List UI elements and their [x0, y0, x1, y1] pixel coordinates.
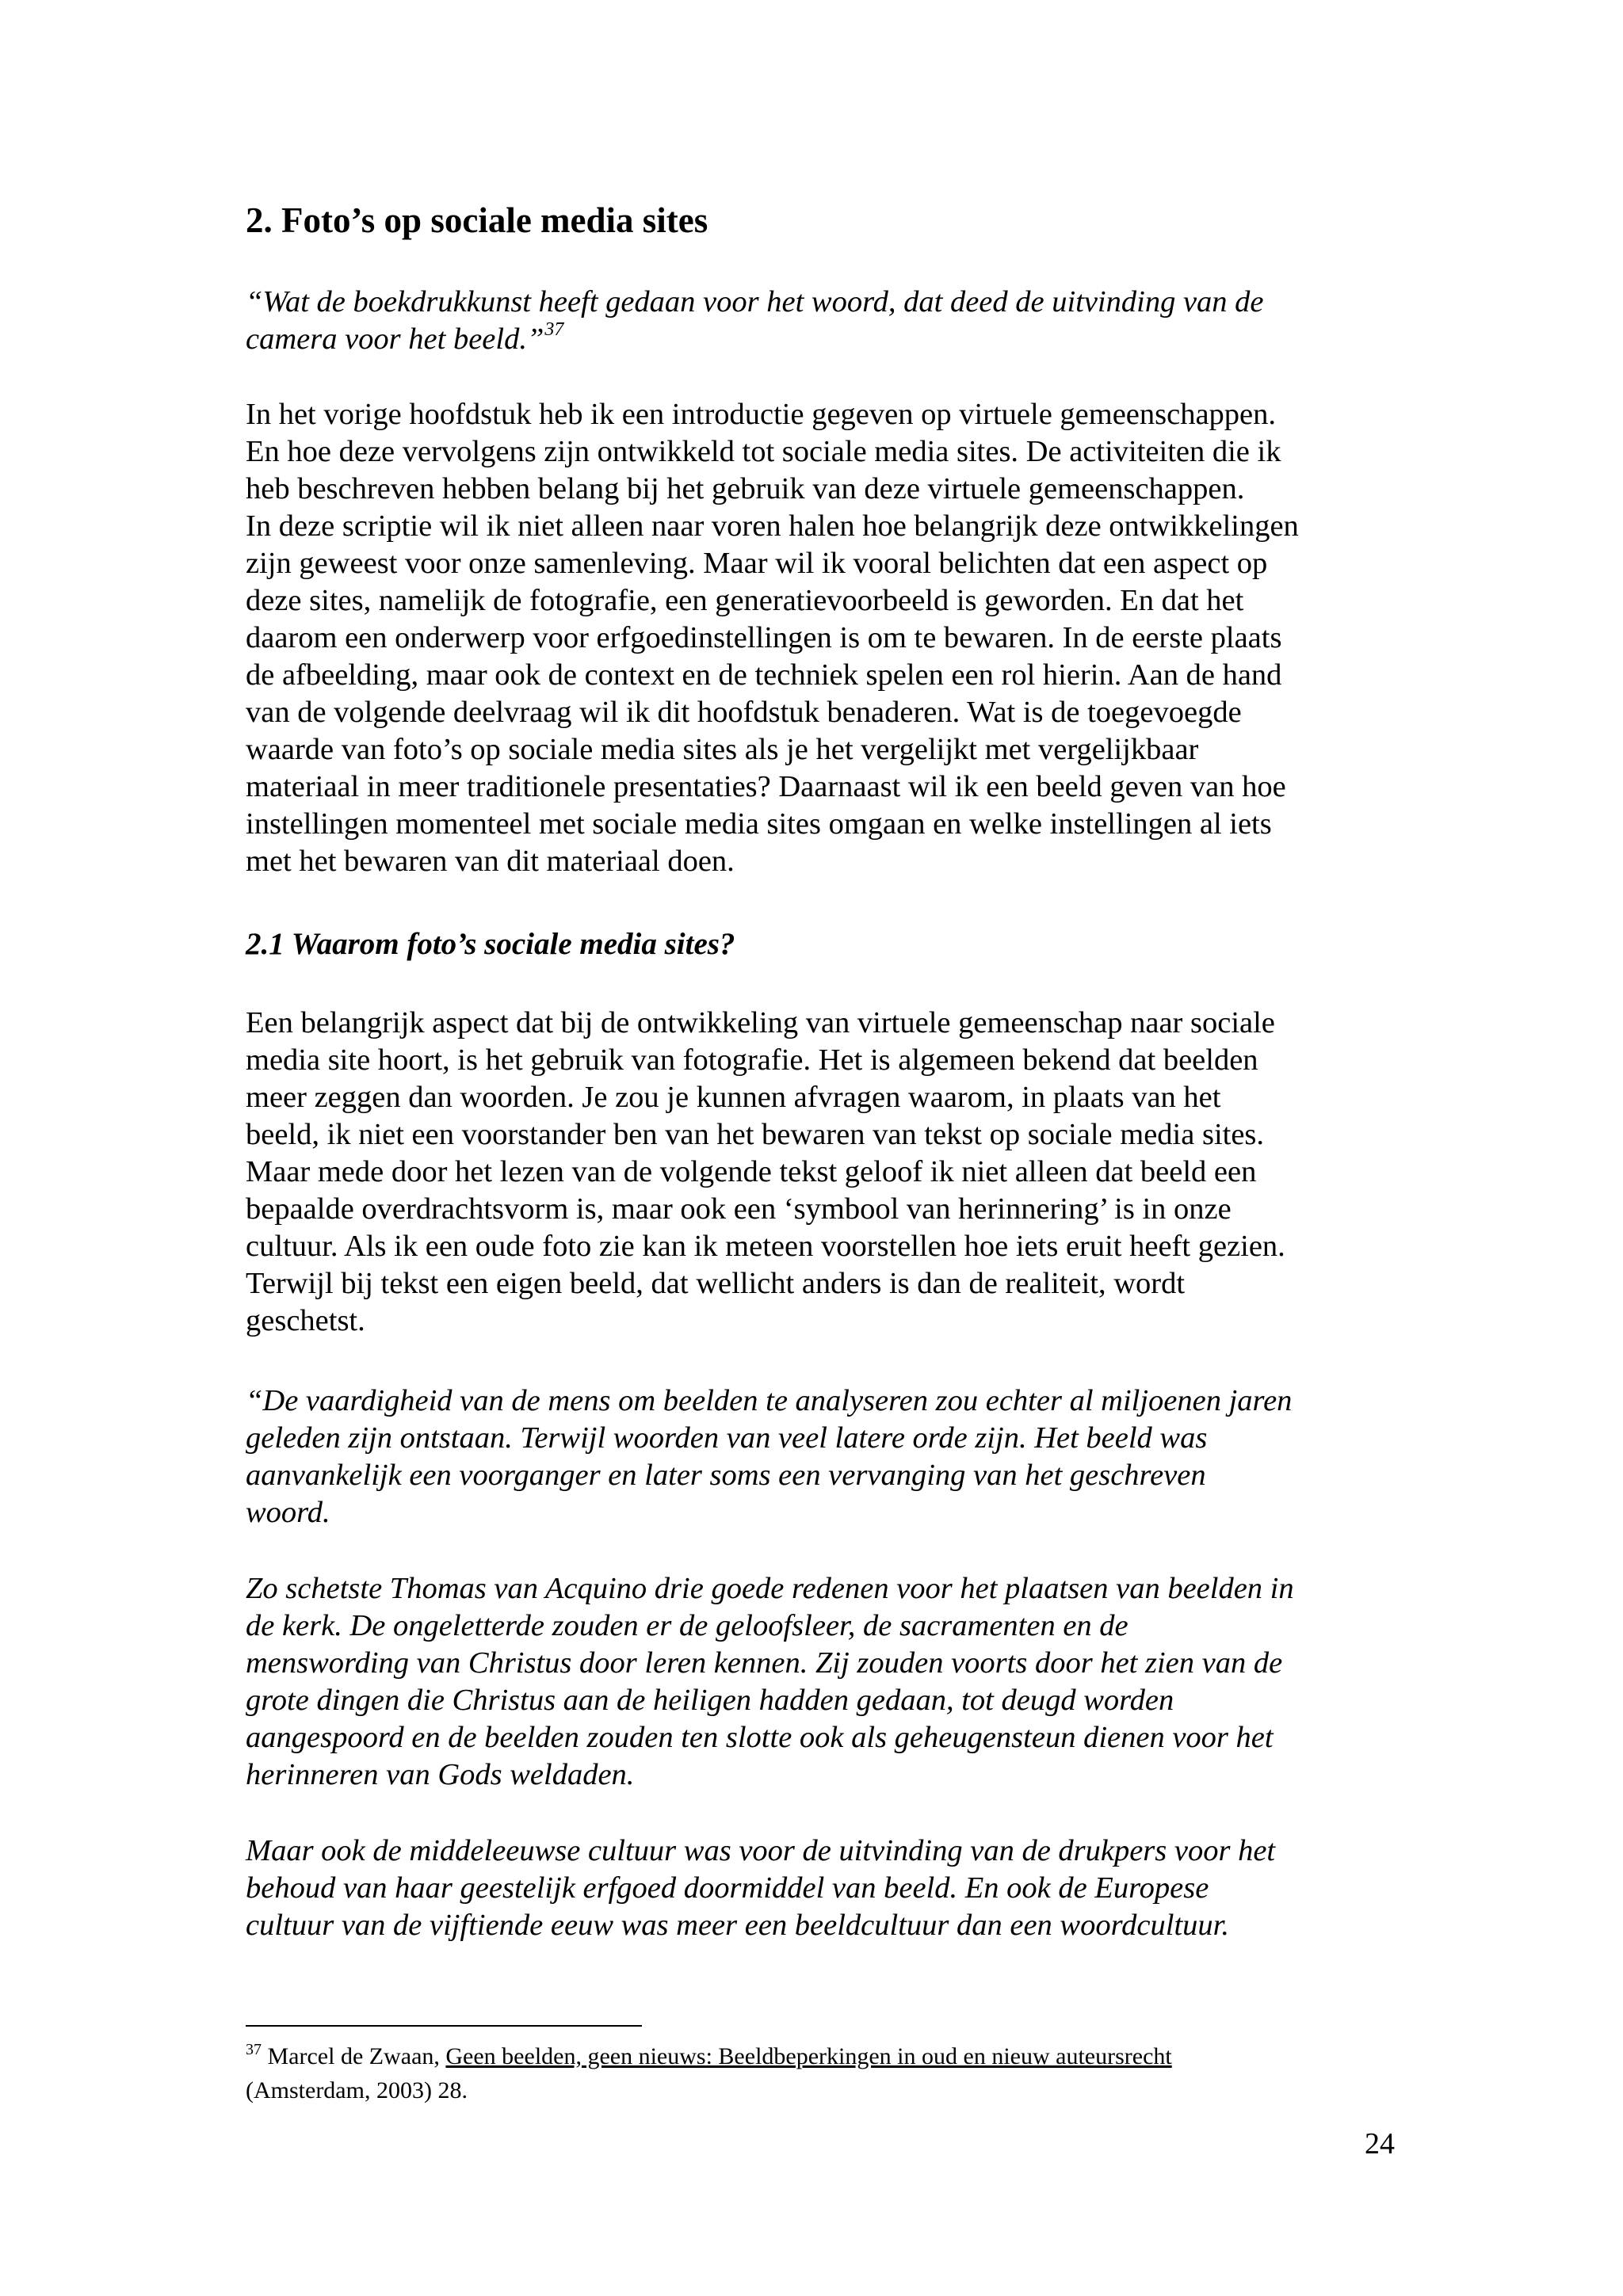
paragraph-line: van de volgende deelvraag wil ik dit hoofdstuk benaderen. Wat is de toegevoegde	[246, 696, 1242, 729]
paragraph-line: Terwijl bij tekst een eigen beeld, dat wellicht anders is dan de realiteit, wordt	[246, 1267, 1186, 1300]
footnote-author: Marcel de Zwaan,	[267, 2043, 446, 2069]
paragraph-line: En hoe deze vervolgens zijn ontwikkeld tot sociale media sites. De activiteiten die ik	[246, 435, 1281, 468]
paragraph-line: bepaalde overdrachtsvorm is, maar ook een ‘symbool van herinnering’ is in onze	[246, 1192, 1232, 1226]
footnote-number: 37	[246, 2041, 262, 2058]
paragraph-line: waarde van foto’s op sociale media sites als je het vergelijkt met vergelijkbaar	[246, 733, 1199, 766]
paragraph-line: Maar mede door het lezen van de volgende tekst geloof ik niet alleen dat beeld een	[246, 1155, 1257, 1188]
paragraph-line: de afbeelding, maar ook de context en de techniek spelen een rol hierin. Aan de hand	[246, 658, 1282, 692]
chapter-title: 2. Foto’s op sociale media sites	[246, 200, 708, 240]
quote-line: “De vaardigheid van de mens om beelden te analyseren zou echter al miljoenen jaren	[246, 1384, 1293, 1417]
quote-line: cultuur van de vijftiende eeuw was meer een beeldcultuur dan een woordcultuur.	[246, 1909, 1229, 1942]
footnote-line	[246, 2041, 1172, 2075]
quote-line: aanvankelijk een voorganger en later soms een vervanging van het geschreven	[246, 1459, 1206, 1492]
epigraph	[246, 284, 1264, 362]
epigraph-line: camera voor het beeld.”$^{37}$	[246, 319, 564, 356]
footnote-title: Geen beelden, geen nieuws: Beeldbeperkingen in oud en nieuw auteursrecht	[445, 2043, 1172, 2069]
paragraph-line: materiaal in meer traditionele presentaties? Daarnaast wil ik een beeld geven van hoe	[246, 770, 1286, 803]
quote-line: geleden zijn ontstaan. Terwijl woorden van veel latere orde zijn. Het beeld was	[246, 1421, 1208, 1455]
quote-line: woord.	[246, 1496, 330, 1529]
quote-line: Zo schetste Thomas van Acquino drie goede redenen voor het plaatsen van beelden in	[246, 1572, 1294, 1605]
section-paragraph	[246, 1005, 1285, 1340]
paragraph-line: media site hoort, is het gebruik van fotografie. Het is algemeen bekend dat beelden	[246, 1043, 1258, 1077]
quote-line: behoud van haar geestelijk erfgoed doormiddel van beeld. En ook de Europese	[246, 1871, 1209, 1905]
quote-line: menswording van Christus door leren kennen. Zij zouden voorts door het zien van de	[246, 1646, 1283, 1680]
section-title: 2.1 Waarom foto’s sociale media sites?	[246, 927, 735, 961]
footnote-divider	[246, 2025, 642, 2027]
document-page	[246, 0, 1395, 2296]
footnote-publication: (Amsterdam, 2003) 28.	[246, 2077, 468, 2103]
quote-line: herinneren van Gods weldaden.	[246, 1758, 635, 1791]
quote-line: Maar ook de middeleeuwse cultuur was voor de uitvinding van de drukpers voor het	[246, 1834, 1276, 1867]
paragraph-line: zijn geweest voor onze samenleving. Maar wil ik vooral belichten dat een aspect op	[246, 547, 1268, 580]
paragraph-line: geschetst.	[246, 1304, 365, 1337]
quote-line: grote dingen die Christus aan de heiligen hadden gedaan, tot deugd worden	[246, 1684, 1174, 1717]
paragraph-line: Een belangrijk aspect dat bij de ontwikkeling van virtuele gemeenschap naar sociale	[246, 1006, 1275, 1039]
quote-line: aangespoord en de beelden zouden ten slotte ook als geheugensteun dienen voor het	[246, 1721, 1274, 1754]
quote-paragraph-1	[246, 1383, 1292, 1531]
paragraph-line: cultuur. Als ik een oude foto zie kan ik meteen voorstellen hoe iets eruit heeft gezien.	[246, 1230, 1285, 1263]
paragraph-line: daarom een onderwerp voor erfgoedinstellingen is om te bewaren. In de eerste plaats	[246, 621, 1282, 654]
paragraph-line: meer zeggen dan woorden. Je zou je kunnen afvragen waarom, in plaats van het	[246, 1081, 1221, 1114]
intro-paragraph	[246, 396, 1299, 880]
paragraph-line: heb beschreven hebben belang bij het gebruik van deze virtuele gemeenschappen.	[246, 472, 1245, 505]
quote-paragraph-2	[246, 1570, 1294, 1794]
quote-line: de kerk. De ongeletterde zouden er de geloofsleer, de sacramenten en de	[246, 1609, 1128, 1642]
paragraph-line: In deze scriptie wil ik niet alleen naar voren halen hoe belangrijk deze ontwikkelingen	[246, 509, 1299, 543]
paragraph-line: deze sites, namelijk de fotografie, een generatievoorbeeld is geworden. En dat het	[246, 584, 1244, 617]
footnote-reference[interactable]: 37	[544, 319, 564, 340]
page-number: 24	[1365, 2127, 1395, 2161]
footnote	[246, 2041, 1172, 2107]
epigraph-line: “Wat de boekdrukkunst heeft gedaan voor het woord, dat deed de uitvinding van de	[246, 285, 1264, 318]
paragraph-line: In het vorige hoofdstuk heb ik een introductie gegeven op virtuele gemeenschappen.	[246, 398, 1277, 431]
paragraph-line: met het bewaren van dit materiaal doen.	[246, 845, 735, 878]
paragraph-line: instellingen momenteel met sociale media sites omgaan en welke instellingen al iets	[246, 807, 1272, 841]
paragraph-line: beeld, ik niet een voorstander ben van het bewaren van tekst op sociale media sites.	[246, 1118, 1265, 1151]
quote-paragraph-3	[246, 1833, 1275, 1944]
